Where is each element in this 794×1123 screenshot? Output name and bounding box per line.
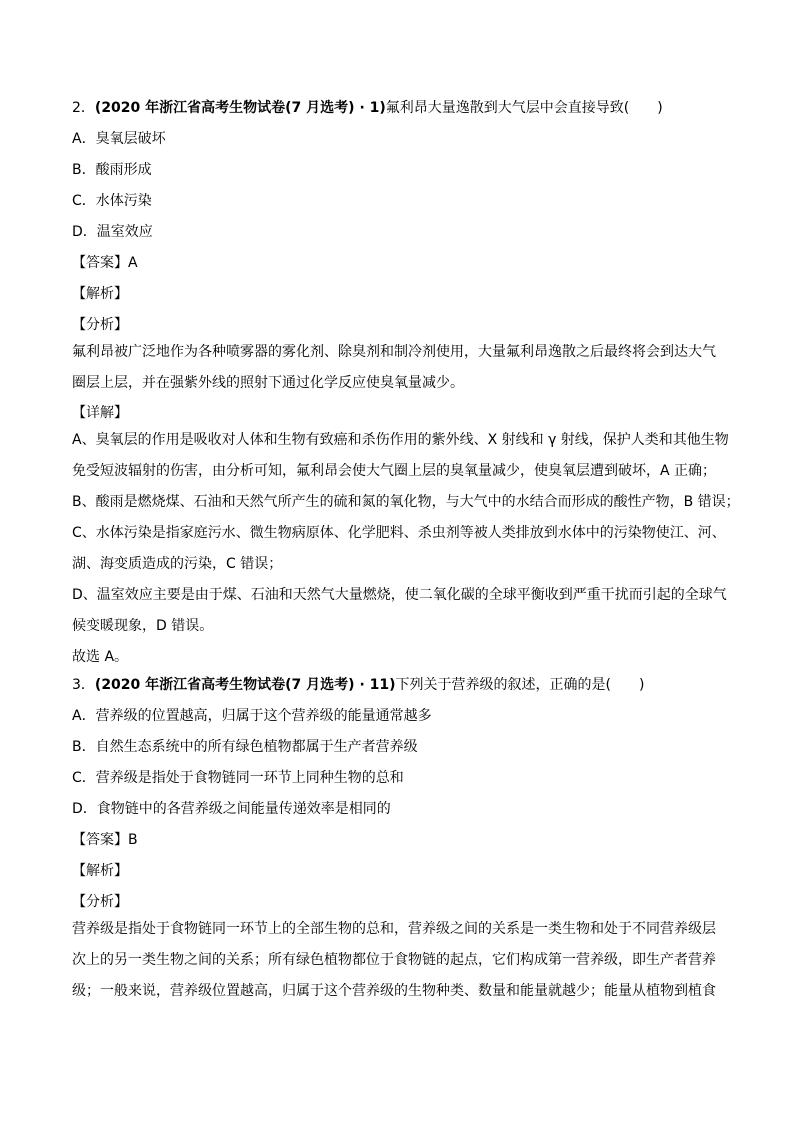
fenxi-line: 次上的另一类生物之间的关系；所有绿色植物都位于食物链的起点，它们构成第一营养级，即生产者营养 [72, 952, 716, 968]
xiangjie-line: D、温室效应主要是由于煤、石油和天然气大量燃烧，使二氧化碳的全球平衡收到严重干扰而引起的全球气 [72, 587, 727, 603]
option-d: D．温室效应 [72, 224, 153, 240]
option-a: A．臭氧层破坏 [72, 131, 166, 147]
question-source: (2020 年浙江省高考生物试卷(7 月选考) · 1) [94, 100, 386, 116]
xiangjie-line: 故选 A。 [72, 649, 129, 665]
question-2 [72, 98, 740, 673]
xiangjie-line: A、臭氧层的作用是吸收对人体和生物有致癌和杀伤作用的紫外线、X 射线和 γ 射线，保护人类和其他生物 [72, 432, 729, 448]
answer-label: 【答案】B [72, 832, 138, 848]
option-d: D．食物链中的各营养级之间能量传递效率是相同的 [72, 801, 391, 817]
question-header [72, 98, 732, 118]
analysis-label: 【解析】 [72, 286, 128, 302]
xiangjie-line: B、酸雨是燃烧煤、石油和天然气所产生的硫和氮的氧化物，与大气中的水结合而形成的酸性产物，B 错误； [72, 494, 740, 510]
question-number: 2． [72, 100, 95, 116]
question-stem: 下列关于营养级的叙述，正确的是( ) [395, 677, 645, 693]
fenxi-line: 营养级是指处于食物链同一环节上的全部生物的总和，营养级之间的关系是一类生物和处于不同营养级层 [72, 921, 716, 937]
fenxi-label: 【分析】 [72, 894, 128, 910]
fenxi-label: 【分析】 [72, 317, 128, 333]
xiangjie-text [72, 425, 740, 673]
xiangjie-line: C、水体污染是指家庭污水、微生物病原体、化学肥料、杀虫剂等被人类排放到水体中的污染物使江、河、 [72, 525, 726, 541]
option-b: B．自然生态系统中的所有绿色植物都属于生产者营养级 [72, 739, 418, 755]
fenxi-line: 氟利昂被广泛地作为各种喷雾器的雾化剂、除臭剂和制冷剂使用，大量氟利昂逸散之后最终将会到达大气 [72, 344, 716, 360]
fenxi-text [72, 337, 732, 399]
fenxi-line: 圈层上层，并在强紫外线的照射下通过化学反应使臭氧量减少。 [72, 375, 464, 391]
document-page [72, 98, 740, 1007]
question-stem: 氟利昂大量逸散到大气层中会直接导致( ) [385, 100, 663, 116]
xiangjie-line: 免受短波辐射的伤害，由分析可知，氟利昂会使大气圈上层的臭氧量减少，使臭氧层遭到破坏，A 正确； [72, 463, 717, 479]
option-c: C．营养级是指处于食物链同一环节上同种生物的总和 [72, 770, 404, 786]
xiangjie-line: 湖、海变质造成的污染，C 错误； [72, 556, 283, 572]
xiangjie-label: 【详解】 [72, 405, 128, 421]
analysis-label: 【解析】 [72, 863, 128, 879]
xiangjie-line: 候变暖现象，D 错误。 [72, 618, 214, 634]
question-number: 3． [72, 677, 95, 693]
option-b: B．酸雨形成 [72, 162, 152, 178]
question-3 [72, 675, 732, 1007]
answer-label: 【答案】A [72, 255, 138, 271]
fenxi-text [72, 914, 732, 1007]
option-c: C．水体污染 [72, 193, 152, 209]
option-a: A．营养级的位置越高，归属于这个营养级的能量通常越多 [72, 708, 432, 724]
question-header [72, 675, 732, 695]
fenxi-line: 级；一般来说，营养级位置越高，归属于这个营养级的生物种类、数量和能量就越少；能量从植物到植食 [72, 983, 716, 999]
question-source: (2020 年浙江省高考生物试卷(7 月选考) · 11) [94, 677, 396, 693]
